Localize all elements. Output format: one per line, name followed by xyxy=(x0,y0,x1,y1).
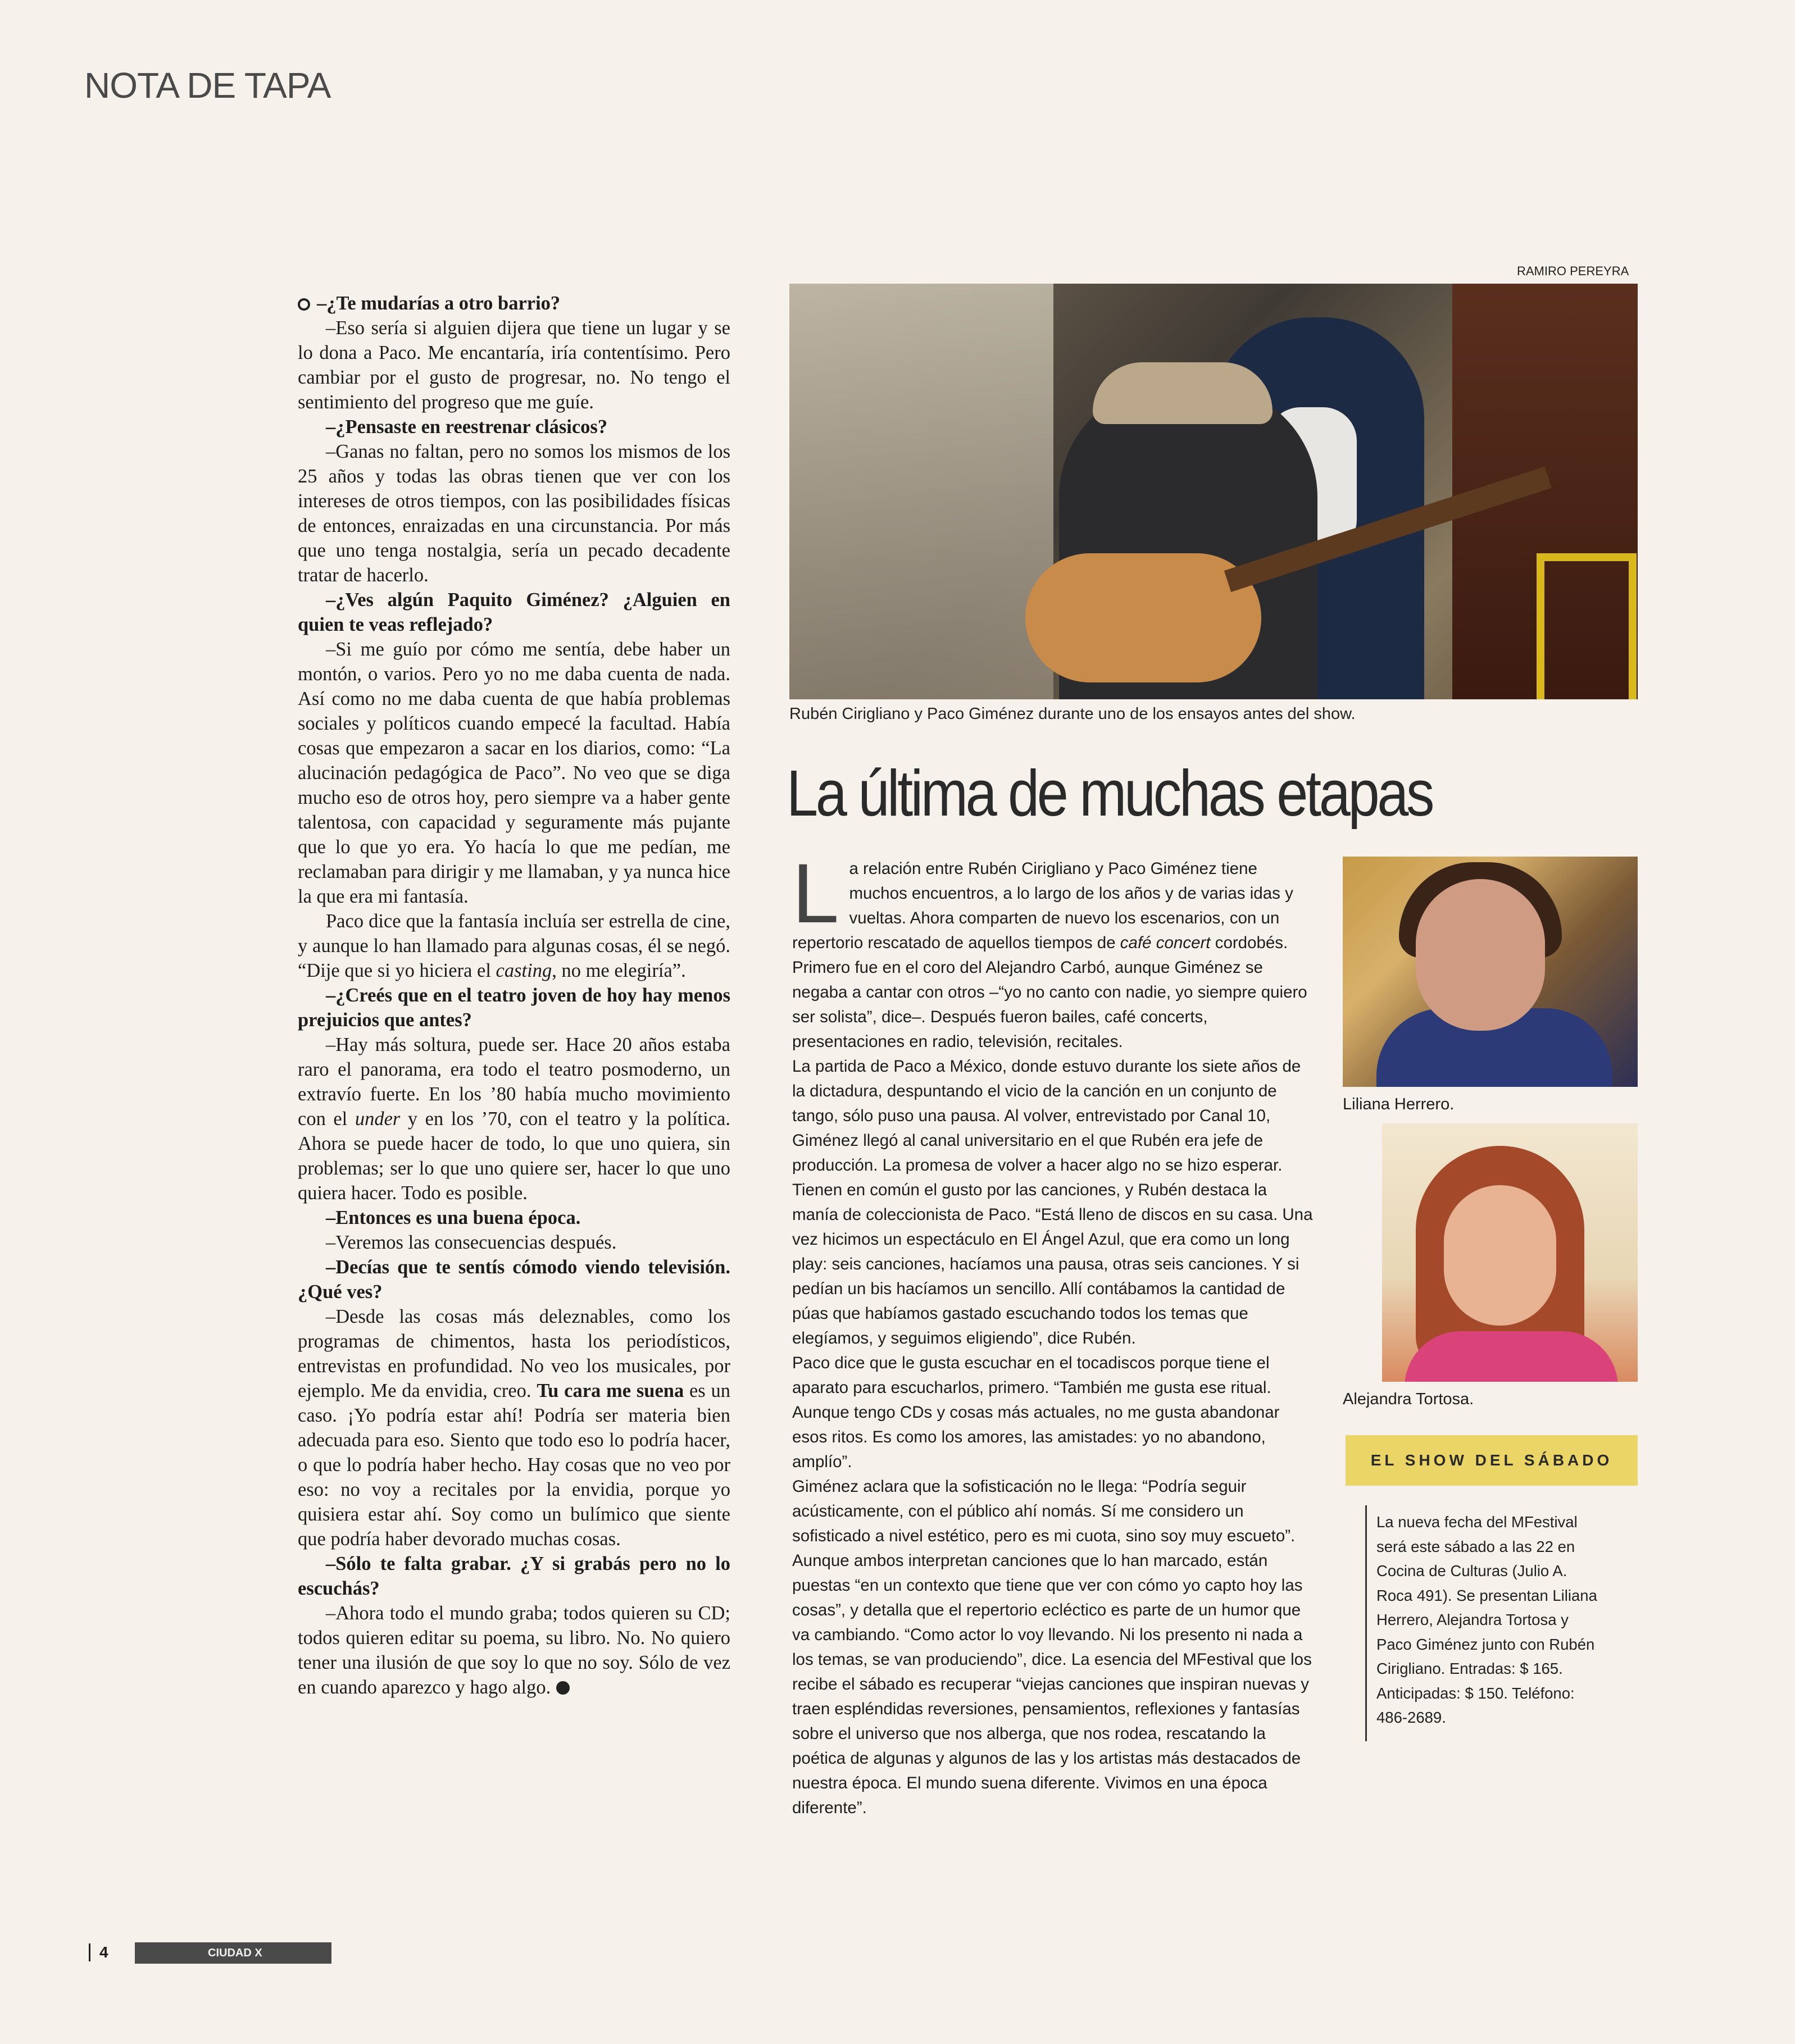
sidebar-title: EL SHOW DEL SÁBADO xyxy=(1346,1435,1638,1486)
question: –¿Ves algún Paquito Giménez? ¿Alguien en quien te veas reflejado? xyxy=(298,589,730,635)
window-background xyxy=(789,284,1053,699)
photo-credit: RAMIRO PEREYRA xyxy=(1517,264,1629,278)
photo-caption: Rubén Cirigliano y Paco Giménez durante uno de los ensayos antes del show. xyxy=(789,705,1356,723)
interview-column xyxy=(298,291,730,1700)
question: –Decías que te sentís cómodo viendo televisión. ¿Qué ves? xyxy=(298,1257,730,1303)
answer-text: –Desde las cosas más deleznables, como los programas de chimentos, hasta los periodísticos, entrevistas en profundidad. No veo los musicales, por ejemplo. Me da envidia, creo. xyxy=(298,1306,730,1401)
end-mark-icon xyxy=(556,1681,570,1695)
answer: –Eso sería si alguien dijera que tiene un lugar y se lo dona a Paco. Me encantaría, iría contentísimo. Pero cambiar por el gusto de progresar, no. No tengo el sentimiento del progreso que me guíe. xyxy=(298,317,730,413)
page-number: 4 xyxy=(89,1943,108,1961)
main-photo xyxy=(789,284,1638,699)
answer-text: –Ahora todo el mundo graba; todos quieren su CD; todos quieren editar su poema, su libro. No. No quiero tener una ilusión de que soy lo que no soy. Sólo de vez en cuando aparezco y hago algo. xyxy=(298,1603,730,1698)
yellow-chair xyxy=(1537,553,1637,699)
question: –¿Creés que en el teatro joven de hoy hay menos prejuicios que antes? xyxy=(298,985,730,1031)
answer xyxy=(298,1304,730,1551)
article-paragraph: Giménez aclara que la sofisticación no le llega: “Podría seguir acústicamente, con el público ahí nomás. Sí me considero un sofisticado a nivel estético, pero es mi cuota, sino soy muy escueto”. xyxy=(792,1477,1296,1545)
paragraph-text: cordobés. Primero fue en el coro del Alejandro Carbó, aunque Giménez se negaba a cantar con otros –“yo no canto con nadie, yo siempre quiero ser solista”, dice–. Después fueron bailes, café concerts, presentaciones en radio, televisión, recitales. xyxy=(792,934,1307,1051)
liliana-photo xyxy=(1343,857,1638,1087)
article-paragraph xyxy=(792,846,1315,1054)
narration-italic: casting xyxy=(496,960,552,981)
liliana-caption: Liliana Herrero. xyxy=(1343,1095,1455,1113)
headline: La última de muchas etapas xyxy=(787,757,1433,830)
answer-text: –Hay más soltura, puede ser. Hace 20 años estaba raro el panorama, era todo el teatro posmoderno, un extravío fuerte. En los ’80 había mucho movimiento con el xyxy=(298,1034,730,1130)
narration-text: , no me elegiría”. xyxy=(552,960,686,981)
question: –¿Pensaste en reestrenar clásicos? xyxy=(326,416,608,438)
publication-bar xyxy=(135,1942,331,1964)
top-garment xyxy=(1405,1331,1618,1382)
hat xyxy=(1093,362,1273,424)
article-paragraph: Aunque ambos interpretan canciones que lo han marcado, están puestas “en un contexto que tiene que ver con cómo yo capto hoy las cosas”, y detalla que el repertorio ecléctico es parte de un humor que va cambiando. “Como actor lo voy llevando. Ni los presento ni nada a los temas, se van produciendo”, dice. La esencia del MFestival que los recibe el sábado es recuperar “viejas canciones que inspiran nuevas y traen espléndidas reversiones, pensamientos, reflexiones y fantasías sobre el universo que nos alberga, que nos rodea, rescatando la poética de algunas y algunos de las y los artistas más destacados de nuestra época. El mundo suena diferente. Vivimos en una época diferente”. xyxy=(792,1551,1312,1817)
answer: –Veremos las consecuencias después. xyxy=(326,1232,617,1253)
question: –Entonces es una buena época. xyxy=(326,1207,581,1228)
answer-italic: under xyxy=(355,1108,401,1130)
alejandra-photo xyxy=(1382,1123,1638,1382)
question xyxy=(298,291,730,316)
article-paragraph: Paco dice que le gusta escuchar en el tocadiscos porque tiene el aparato para escucharlos, primero. “También me gusta ese ritual. Aunque tengo CDs y cosas más actuales, no me gusta abandonar esos ritos. Es como los amores, las amistades: yo no abandono, amplío”. xyxy=(792,1354,1280,1471)
answer-text: es un caso. ¡Yo podría estar ahí! Podría ser materia bien adecuada para eso. Siento que todo eso lo podría hacer, o que lo podría haber hecho. Hay cosas que no veo por eso: no voy a recitales por la envidia, porque yo quisiera estar ahí. Soy como un bulímico que siente que podría haber devorado muchas cosas. xyxy=(298,1380,730,1550)
article-body xyxy=(792,846,1315,1820)
face xyxy=(1416,879,1545,1031)
answer: –Si me guío por cómo me sentía, debe haber un montón, o varios. Pero yo no me daba cuenta de nada. Así como no me daba cuenta de que había problemas sociales y políticos cuando empecé la facultad. Había cosas que empezaron a sacar en los diarios, como: “La alucinación pedagógica de Paco”. No veo que se diga mucho eso de otros hoy, pero siempre va a haber gente talentosa, con capacidad y seguramente más pujante que lo que yo era. Yo hacía lo que me pedían, me reclamaban para dirigir y me llamaban, y ya nunca hice la que era mi fantasía. xyxy=(298,639,730,907)
answer-bold: Tu cara me suena xyxy=(537,1380,684,1401)
narration xyxy=(298,909,730,983)
face xyxy=(1444,1185,1556,1326)
article-paragraph: La partida de Paco a México, donde estuvo durante los siete años de la dictadura, despuntando el vicio de la canción en un conjunto de tango, sólo puso una pausa. Al volver, entrevistado por Canal 10, Giménez llegó al canal universitario en el que Rubén era jefe de producción. La promesa de volver a hacer algo no se hizo esperar. xyxy=(792,1057,1301,1174)
publication-name: CIUDAD X xyxy=(208,1946,262,1959)
answer xyxy=(298,1032,730,1205)
question: –Sólo te falta grabar. ¿Y si grabás pero no lo escuchás? xyxy=(298,1553,730,1599)
answer-text: y en los ’70, con el teatro y la política. Ahora se puede hacer de todo, lo que uno quiera, sin problemas; ser lo que uno quiere ser, hacer lo que uno quiera hacer. Todo es posible. xyxy=(298,1108,730,1204)
sidebar-text: La nueva fecha del MFestival será este sábado a las 22 en Cocina de Culturas (Julio A. Roca 491). Se presentan Liliana Herrero, Alejandra Tortosa y Paco Giménez junto con Rubén Cirigliano. Entradas: $ 165. Anticipadas: $ 150. Teléfono: 486-2689. xyxy=(1376,1513,1597,1726)
answer: –Ganas no faltan, pero no somos los mismos de los 25 años y todas las obras tienen que ver con los intereses de otros tiempos, con las posibilidades físicas de entonces, enraizadas en una circunstancia. Por más que uno tenga nostalgia, sería un pecado decadente tratar de hacerlo. xyxy=(298,441,730,586)
section-label: NOTA DE TAPA xyxy=(84,65,331,106)
question-text: –¿Te mudarías a otro barrio? xyxy=(317,293,561,314)
paragraph-text: La relación entre Rubén Cirigliano y Paco Giménez tiene muchos encuentros, a lo largo de los años y de varias idas y vueltas. Ahora comparten de nuevo los escenarios, con un repertorio rescatado de aquellos tiempos de xyxy=(792,846,1293,952)
bullet-icon xyxy=(298,298,310,311)
narration-text: Paco dice que la fantasía incluía ser estrella de cine, y aunque lo han llamado para algunas cosas, él se negó. “Dije que si yo hiciera el xyxy=(298,911,730,981)
alejandra-caption: Alejandra Tortosa. xyxy=(1343,1390,1474,1408)
article-paragraph: Tienen en común el gusto por las canciones, y Rubén destaca la manía de coleccionista de Paco. “Está lleno de discos en su casa. Una vez hicimos un espectáculo en El Ángel Azul, que era como un long play: seis canciones, hacíamos una pausa, otras seis canciones. Y si pedían un bis hacíamos un sencillo. Allí contábamos la cantidad de púas que habíamos gastado escuchando todos los temas que elegíamos, y seguimos eligiendo”, dice Rubén. xyxy=(792,1181,1313,1348)
answer xyxy=(298,1601,730,1700)
paragraph-italic: café concert xyxy=(1120,934,1211,952)
